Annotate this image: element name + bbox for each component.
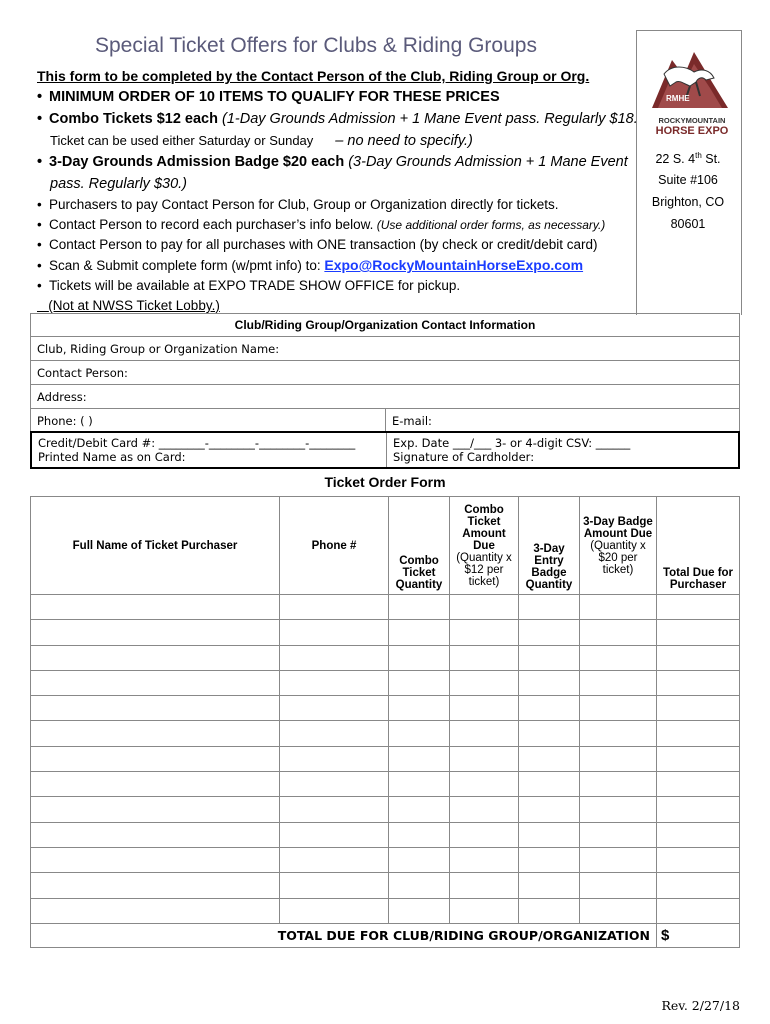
payment-table	[30, 431, 740, 469]
table-row[interactable]	[31, 898, 740, 923]
contact-person-field[interactable]: Contact Person:	[31, 361, 740, 385]
table-row[interactable]	[31, 670, 740, 695]
phone-field[interactable]: Phone: ( )	[31, 409, 386, 433]
form-instructions: This form to be completed by the Contact Person of the Club, Riding Group or Org.	[37, 68, 590, 84]
address-street: 22 S. 4th St.	[655, 151, 721, 167]
col-phone: Phone #	[280, 497, 389, 595]
total-due-field[interactable]: $	[657, 923, 740, 947]
table-row[interactable]	[31, 746, 740, 771]
org-name-field[interactable]: Club, Riding Group or Organization Name:	[31, 337, 740, 361]
address-field[interactable]: Address:	[31, 385, 740, 409]
col-badge-qty: 3-Day Entry Badge Quantity	[519, 497, 580, 595]
bullet-badge: • 3-Day Grounds Admission Badge $20 each (3-Day Grounds Admission + 1 Mane Event	[37, 154, 628, 170]
ticket-order-table	[30, 496, 740, 948]
bullet-badge-line2: pass. Regularly $30.)	[50, 176, 188, 192]
horse-expo-logo: RMHE ROCKYMOUNTAIN HORSE EXPO	[650, 38, 730, 142]
table-row[interactable]	[31, 822, 740, 847]
table-row[interactable]	[31, 620, 740, 645]
total-due-label: TOTAL DUE FOR CLUB/RIDING GROUP/ORGANIZATION	[31, 923, 657, 947]
table-row[interactable]	[31, 721, 740, 746]
bullet-pickup-note: (Not at NWSS Ticket Lobby.)	[48, 298, 220, 313]
contact-info-table	[30, 313, 740, 433]
card-field[interactable]: Credit/Debit Card #: ________-________-________-________ Printed Name as on Card:	[31, 432, 387, 468]
address-zip: 80601	[670, 217, 706, 231]
col-combo-due: Combo Ticket Amount Due (Quantity x $12 per ticket)	[450, 497, 519, 595]
bullet-record: • Contact Person to record each purchaser’s info below. (Use additional order forms, as necessary.)	[37, 217, 606, 232]
table-row[interactable]	[31, 595, 740, 620]
email-link[interactable]: Expo@RockyMountainHorseExpo.com	[324, 257, 584, 273]
email-field[interactable]: E-mail:	[386, 409, 740, 433]
bullet-submit: • Scan & Submit complete form (w/pmt info) to: Expo@RockyMountainHorseExpo.com	[37, 257, 584, 273]
table-row[interactable]	[31, 696, 740, 721]
bullet-combo: • Combo Tickets $12 each (1-Day Grounds Admission + 1 Mane Event pass. Regularly $18.	[37, 111, 638, 127]
revision-date: Rev. 2/27/18	[661, 998, 740, 1013]
table-row[interactable]	[31, 873, 740, 898]
col-combo-qty: Combo Ticket Quantity	[389, 497, 450, 595]
col-name: Full Name of Ticket Purchaser	[31, 497, 280, 595]
col-total: Total Due for Purchaser	[657, 497, 740, 595]
table-row[interactable]	[31, 645, 740, 670]
address-city: Brighton, CO	[651, 195, 725, 209]
bullet-combo-line2: Ticket can be used either Saturday or Sunday – no need to specify.)	[50, 133, 473, 149]
address-suite: Suite #106	[658, 173, 718, 187]
table-row[interactable]	[31, 797, 740, 822]
table-row[interactable]	[31, 847, 740, 872]
bullet-pickup: • Tickets will be available at EXPO TRADE SHOW OFFICE for pickup.	[37, 278, 461, 293]
contact-heading: Club/Riding Group/Organization Contact Information	[31, 314, 740, 337]
exp-field[interactable]: Exp. Date ___/___ 3- or 4-digit CSV: ______ Signature of Cardholder:	[387, 432, 740, 468]
page-title: Special Ticket Offers for Clubs & Riding Groups	[95, 34, 537, 57]
table-row[interactable]	[31, 772, 740, 797]
bullet-one-transaction: • Contact Person to pay for all purchases with ONE transaction (by check or credit/debit card)	[37, 237, 598, 252]
col-badge-due: 3-Day Badge Amount Due (Quantity x $20 per ticket)	[580, 497, 657, 595]
bullet-minimum: • MINIMUM ORDER OF 10 ITEMS TO QUALIFY FOR THESE PRICES	[37, 89, 500, 105]
bullet-pay-contact: • Purchasers to pay Contact Person for Club, Group or Organization directly for tickets.	[37, 197, 559, 212]
order-heading: Ticket Order Form	[324, 474, 446, 490]
